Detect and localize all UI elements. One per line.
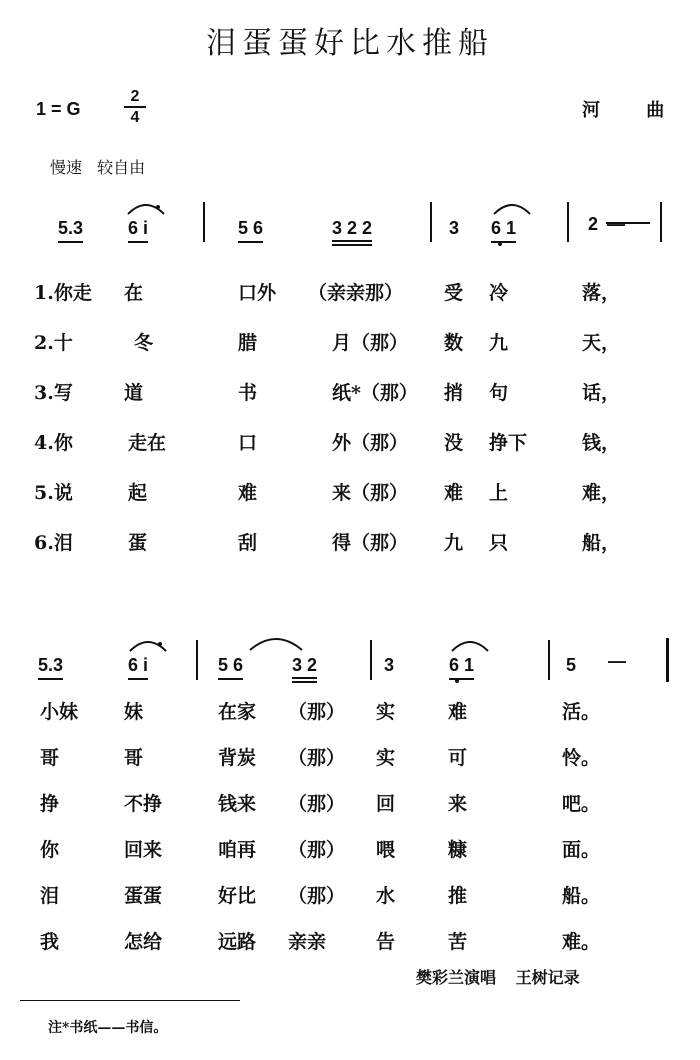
lyric: 九 (444, 532, 464, 554)
lyric: 只 (489, 532, 509, 554)
lyric: （那） (288, 701, 346, 723)
lyric: 冬 (134, 332, 154, 354)
note-group: 6 i (128, 218, 148, 243)
lyric: 哥 (40, 747, 60, 769)
lyric: 实 (376, 747, 396, 769)
lyric: 2.十 (34, 332, 73, 354)
slur-mark (250, 639, 302, 650)
lyric: 亲亲 (288, 931, 327, 953)
lyric: 外（那） (332, 432, 409, 454)
lyric: 冷 (489, 282, 509, 304)
lyric: 船。 (562, 885, 601, 907)
lyric: 挣下 (489, 432, 528, 454)
lyric: 你 (40, 839, 60, 861)
low-octave-dot (498, 242, 502, 246)
key-signature: 1 = G (36, 99, 81, 119)
lyric: 不挣 (124, 793, 163, 815)
lyric: 回 (376, 793, 396, 815)
lyric: 远路 (218, 931, 257, 953)
lyric: 喂 (376, 839, 396, 861)
note-group: 2 — (588, 214, 628, 234)
lyric: 钱来 (218, 793, 257, 815)
lyric: 难 (448, 701, 468, 723)
lyric: 数 (444, 332, 464, 354)
song-title: 泪蛋蛋好比水推船 (206, 26, 494, 61)
high-octave-dot (158, 642, 162, 646)
footnote: 注*书纸——书信。 (48, 1020, 168, 1036)
lyric: 得（那） (332, 532, 409, 554)
lyric: 刮 (238, 532, 258, 554)
lyric: 落， (582, 282, 621, 304)
lyric: 话， (582, 382, 621, 404)
lyric: 没 (444, 432, 464, 454)
lyric: 6.泪 (34, 532, 73, 554)
lyric: 糠 (448, 839, 468, 861)
lyric: 推 (448, 885, 468, 907)
lyric: 船， (582, 532, 621, 554)
note-group: 5.3 (38, 655, 63, 680)
lyric: 书 (238, 382, 258, 404)
lyric: 蛋蛋 (124, 885, 163, 907)
time-signature-top: 2 (130, 88, 140, 105)
lyric: 怜。 (562, 747, 601, 769)
high-octave-dot (156, 205, 160, 209)
note-group: 3 (449, 218, 460, 238)
lyric: 来 (448, 793, 468, 815)
tempo-marking: 慢速 较自由 (50, 158, 146, 177)
lyric: 实 (376, 701, 396, 723)
lyric: 在 (124, 282, 144, 304)
lyric: 小妹 (40, 701, 79, 723)
lyric: 挣 (40, 793, 60, 815)
slur-mark (494, 205, 530, 214)
lyric: （那） (288, 793, 346, 815)
lyric: 回来 (124, 839, 163, 861)
lyric: （那） (288, 885, 346, 907)
lyric: 道 (124, 382, 144, 404)
lyric: 上 (489, 482, 509, 504)
note-group: 6 1 (491, 218, 516, 243)
lyric: 苦 (448, 931, 468, 953)
lyric: 哥 (124, 747, 144, 769)
note-group: 5 (566, 655, 577, 675)
lyric: 捎 (444, 382, 464, 404)
note-group: 5 6 (218, 655, 243, 680)
note-group: 5 6 (238, 218, 263, 243)
lyric: 纸*（那） (332, 382, 418, 404)
lyric: （那） (288, 839, 346, 861)
lyric: 好比 (218, 885, 257, 907)
lyric: 1.你走 (34, 282, 92, 304)
song-origin: 河 曲 (582, 100, 685, 121)
note-group: 6 1 (449, 655, 474, 680)
lyric: 5.说 (34, 482, 73, 504)
lyric: 在家 (218, 701, 257, 723)
lyric: 走在 (128, 432, 167, 454)
footnote-divider (20, 1000, 240, 1001)
lyric: 受 (444, 282, 464, 304)
lyric: 难。 (562, 931, 601, 953)
lyric: 起 (128, 482, 148, 504)
lyric: 九 (489, 332, 509, 354)
lyric: 句 (489, 382, 509, 404)
lyric: 可 (448, 747, 468, 769)
note-group-text: 3 2 (292, 655, 317, 679)
low-octave-dot (455, 679, 459, 683)
note-group: — (608, 651, 626, 671)
lyric: 怎给 (124, 931, 163, 953)
lyric: （亲亲那） (308, 282, 404, 304)
note-group: 6 i (128, 655, 148, 680)
lyric: 吧。 (562, 793, 601, 815)
lyric: 腊 (238, 332, 258, 354)
lyric: 天， (582, 332, 621, 354)
lyric: 月（那） (332, 332, 409, 354)
note-group: 5.3 (58, 218, 83, 243)
lyric: 泪 (40, 885, 60, 907)
lyric: 口 (238, 432, 258, 454)
note-group: 3 (384, 655, 395, 675)
lyric: 3.写 (34, 382, 73, 404)
lyric: 咱再 (218, 839, 257, 861)
lyric: 告 (376, 931, 396, 953)
lyric: 蛋 (128, 532, 148, 554)
time-signature-bottom: 4 (130, 109, 140, 126)
slur-mark (452, 642, 488, 651)
lyric: 难 (238, 482, 258, 504)
lyric: 来（那） (332, 482, 409, 504)
lyric: 水 (376, 885, 396, 907)
lyric: 难， (582, 482, 621, 504)
lyric: （那） (288, 747, 346, 769)
lyric: 钱， (582, 432, 621, 454)
lyric: 口外 (238, 282, 277, 304)
lyric: 难 (444, 482, 464, 504)
lyric: 面。 (562, 839, 601, 861)
performer-credit: 樊彩兰演唱 王树记录 (416, 968, 580, 987)
lyric: 妹 (124, 701, 144, 723)
note-group-text: 3 2 2 (332, 218, 372, 242)
lyric: 4.你 (34, 432, 73, 454)
lyric: 活。 (562, 701, 601, 723)
lyric: 背炭 (218, 747, 257, 769)
lyric: 我 (40, 931, 60, 953)
